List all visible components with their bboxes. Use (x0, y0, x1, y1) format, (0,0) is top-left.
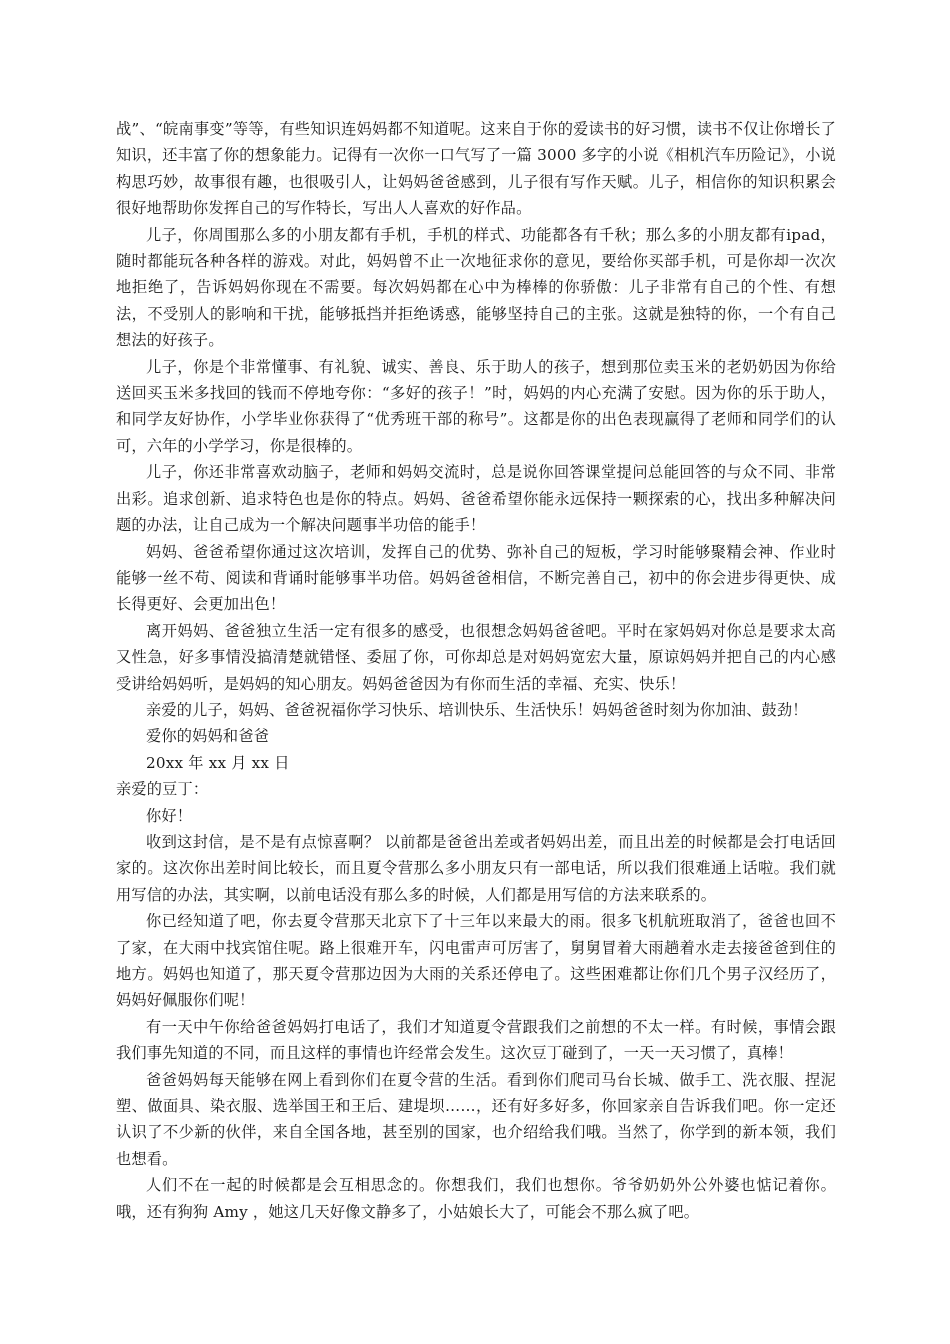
letter2-paragraph-1: 收到这封信，是不是有点惊喜啊？ 以前都是爸爸出差或者妈妈出差，而且出差的时候都是会打电话回家的。这次你出差时间比较长，而且夏令营那么多小朋友只有一部电话，所以我们很难通上话啦。我们就用写信的办法，其实啊，以前电话没有那么多的时候，人们都是用写信的方法来联系的。 (116, 832, 836, 904)
letter1-date: 20xx 年 xx 月 xx 日 (146, 753, 290, 772)
letter1-paragraph-7: 亲爱的儿子，妈妈、爸爸祝福你学习快乐、培训快乐、生活快乐！妈妈爸爸时刻为你加油、鼓劲！ (146, 700, 808, 719)
letter2-paragraph-4: 爸爸妈妈每天能够在网上看到你们在夏令营的生活。看到你们爬司马台长城、做手工、洗衣服、捏泥塑、做面具、染衣服、选举国王和王后、建堤坝……，还有好多好多，你回家亲自告诉我们吧。你一定还认识了不少新的伙伴，来自全国各地，甚至别的国家，也介绍给我们哦。当然了，你学到的新本领，我们也想看。 (116, 1070, 836, 1168)
letter1-paragraph-3: 儿子，你是个非常懂事、有礼貌、诚实、善良、乐于助人的孩子，想到那位卖玉米的老奶奶因为你给送回买玉米多找回的钱而不停地夸你：“多好的孩子！”时，妈妈的内心充满了安慰。因为你的乐于助人，和同学友好协作，小学毕业你获得了“优秀班干部的称号”。这都是你的出色表现赢得了老师和同学们的认可，六年的小学学习，你是很棒的。 (116, 357, 836, 455)
letter1-paragraph-6: 离开妈妈、爸爸独立生活一定有很多的感受，也很想念妈妈爸爸吧。平时在家妈妈对你总是要求太高又性急，好多事情没搞清楚就错怪、委屈了你，可你却总是对妈妈宽宏大量，原谅妈妈并把自己的内心感受讲给妈妈听，是妈妈的知心朋友。妈妈爸爸因为有你而生活的幸福、充实、快乐！ (116, 621, 836, 693)
letter2-paragraph-2: 你已经知道了吧，你去夏令营那天北京下了十三年以来最大的雨。很多飞机航班取消了，爸爸也回不了家，在大雨中找宾馆住呢。路上很难开车，闪电雷声可厉害了，舅舅冒着大雨趟着水走去接爸爸到住的地方。妈妈也知道了，那天夏令营那边因为大雨的关系还停电了。这些困难都让你们几个男子汉经历了，妈妈好佩服你们呢！ (116, 912, 836, 1010)
letter1-paragraph-1: 战”、“皖南事变”等等，有些知识连妈妈都不知道呢。这来自于你的爱读书的好习惯，读书不仅让你增长了知识，还丰富了你的想象能力。记得有一次你一口气写了一篇 3000 多字的小说《相机汽车历险记》，小说构思巧妙，故事很有趣，也很吸引人，让妈妈爸爸感到，儿子很有写作天赋。儿子，相信你的知识积累会很好地帮助你发挥自己的写作特长，写出人人喜欢的好作品。 (116, 120, 836, 218)
letter2-greeting: 你好！ (146, 806, 193, 825)
letter2-salutation: 亲爱的豆丁： (116, 780, 209, 799)
letter2-paragraph-3: 有一天中午你给爸爸妈妈打电话了，我们才知道夏令营跟我们之前想的不太一样。有时候，事情会跟我们事先知道的不同，而且这样的事情也许经常会发生。这次豆丁碰到了，一天一天习惯了，真棒！ (116, 1017, 836, 1063)
letter1-paragraph-5: 妈妈、爸爸希望你通过这次培训，发挥自己的优势、弥补自己的短板，学习时能够聚精会神、作业时能够一丝不苟、阅读和背诵时能够事半功倍。妈妈爸爸相信，不断完善自己，初中的你会进步得更快、成长得更好、会更加出色！ (116, 542, 836, 614)
letter1-paragraph-4: 儿子，你还非常喜欢动脑子，老师和妈妈交流时，总是说你回答课堂提问总能回答的与众不同、非常出彩。追求创新、追求特色也是你的特点。妈妈、爸爸希望你能永远保持一颗探索的心，找出多种解决问题的办法，让自己成为一个解决问题事半功倍的能手！ (116, 463, 836, 535)
letter1-paragraph-2: 儿子，你周围那么多的小朋友都有手机，手机的样式、功能都各有千秋；那么多的小朋友都有ipad，随时都能玩各种各样的游戏。对此，妈妈曾不止一次地征求你的意见，要给你买部手机，可是你却一次次地拒绝了，告诉妈妈你现在不需要。每次妈妈都在心中为棒棒的你骄傲：儿子非常有自己的个性、有想法，不受别人的影响和干扰，能够抵挡并拒绝诱惑，能够坚持自己的主张。这就是独特的你，一个有自己想法的好孩子。 (116, 225, 836, 350)
document-page (116, 116, 836, 1225)
letter1-signature: 爱你的妈妈和爸爸 (146, 727, 270, 746)
letter2-paragraph-5: 人们不在一起的时候都是会互相思念的。你想我们，我们也想你。爷爷奶奶外公外婆也惦记着你。哦，还有狗狗 Amy ，她这几天好像文静多了，小姑娘长大了，可能会不那么疯了吧。 (116, 1176, 836, 1221)
